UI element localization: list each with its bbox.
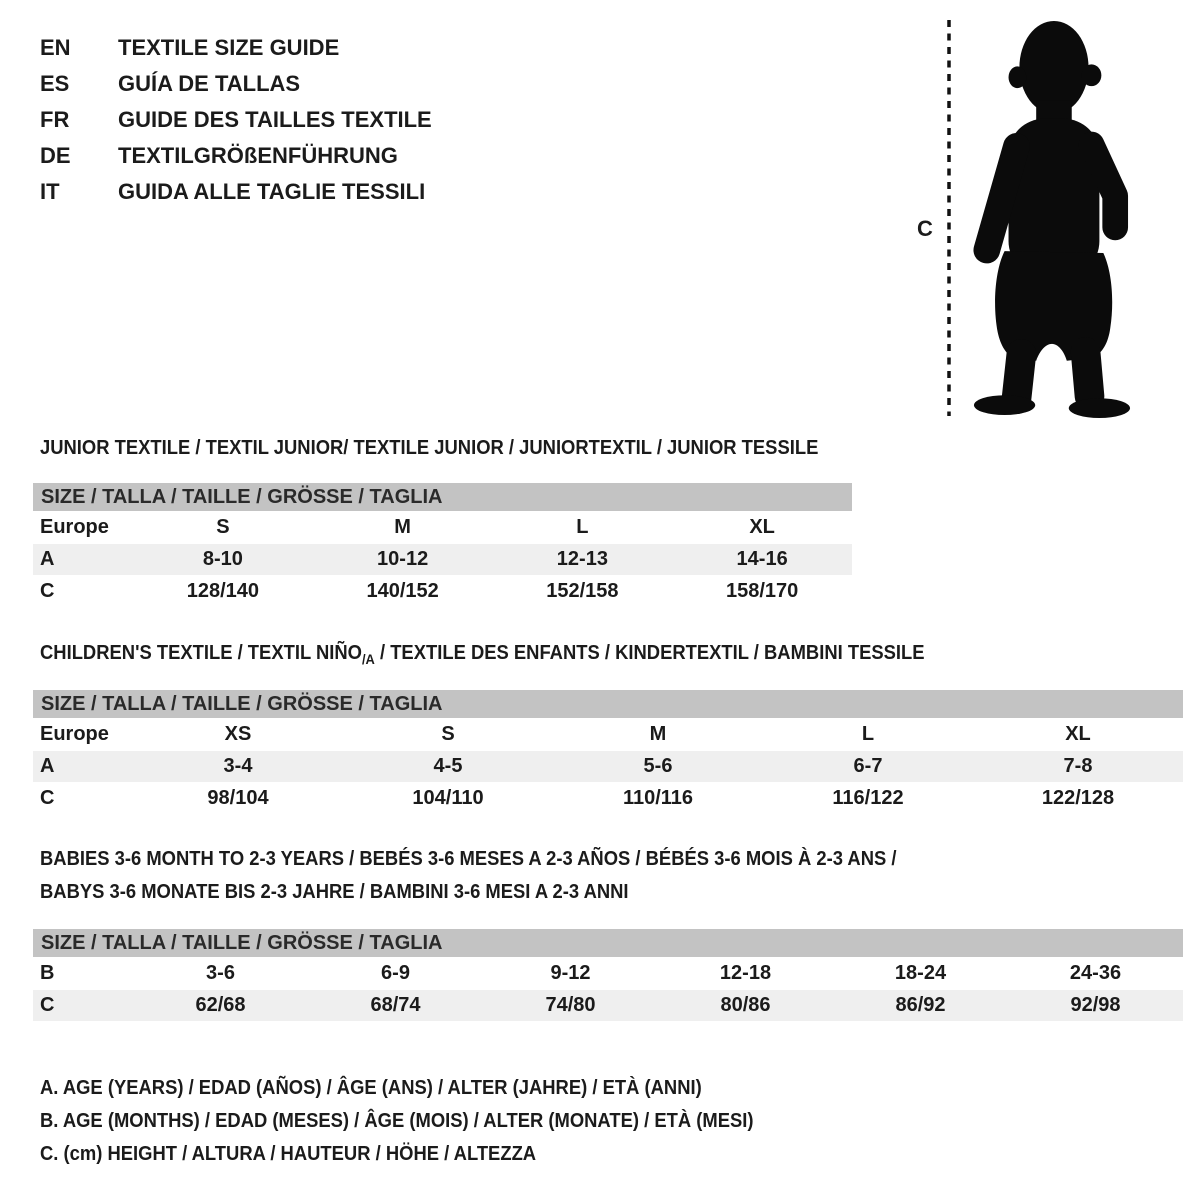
age-months-value: 24-36 [1069, 962, 1122, 984]
size-header-bar: SIZE / TALLA / TAILLE / GRÖSSE / TAGLIA [33, 690, 1183, 718]
height-value: 104/110 [412, 787, 484, 809]
age-value: 14-16 [736, 548, 788, 570]
guide-title: TEXTILE SIZE GUIDE [118, 35, 340, 60]
children-size-table [33, 690, 1183, 814]
height-measure-figure [900, 0, 1200, 430]
age-months-value: 9-12 [550, 962, 591, 984]
measure-legend [40, 1072, 753, 1171]
height-value: 140/152 [366, 580, 439, 602]
row-label: Europe [40, 516, 109, 538]
height-value: 98/104 [207, 787, 269, 809]
legend-age-years: A. AGE (YEARS) / EDAD (AÑOS) / ÂGE (ANS) / ALTER (JAHRE) / ETÀ (ANNI) [40, 1077, 702, 1099]
age-value: 10-12 [377, 548, 429, 570]
language-row [40, 102, 432, 138]
language-code: EN [40, 35, 71, 60]
junior-size-table [33, 483, 852, 607]
guide-title: GUIDA ALLE TAGLIE TESSILI [118, 179, 426, 204]
height-value: 68/74 [370, 994, 421, 1016]
size-value: XL [1065, 723, 1091, 745]
age-months-value: 18-24 [894, 962, 947, 984]
size-header-bar: SIZE / TALLA / TAILLE / GRÖSSE / TAGLIA [33, 929, 1183, 957]
age-value: 5-6 [643, 755, 673, 777]
size-value: S [441, 723, 455, 745]
babies-title-line1: BABIES 3-6 MONTH TO 2-3 YEARS / BEBÉS 3-6 MESES A 2-3 AÑOS / BÉBÉS 3-6 MOIS À 2-3 ANS / [40, 848, 897, 870]
size-header-bar: SIZE / TALLA / TAILLE / GRÖSSE / TAGLIA [33, 483, 852, 511]
language-row [40, 66, 432, 102]
language-row [40, 174, 432, 210]
height-value: 158/170 [725, 580, 799, 602]
language-code: ES [40, 71, 70, 96]
height-value: 74/80 [545, 994, 596, 1016]
table-row-age-years [33, 751, 1183, 782]
guide-title: TEXTILGRÖßENFÜHRUNG [118, 143, 398, 168]
table-row-height-cm [33, 576, 852, 607]
table-row-height-cm [33, 783, 1183, 814]
children-title-prefix: CHILDREN'S TEXTILE / TEXTIL NIÑO [40, 642, 362, 664]
row-label: C [40, 787, 55, 809]
babies-section-title [40, 843, 896, 909]
children-title-subscript: /A [361, 651, 375, 667]
children-title-suffix: / TEXTILE DES ENFANTS / KINDERTEXTIL / BAMBINI TESSILE [374, 642, 925, 664]
height-value: 62/68 [195, 994, 246, 1016]
height-dashed-line-icon [946, 20, 952, 416]
language-code: IT [40, 179, 60, 204]
height-value: 116/122 [832, 787, 904, 809]
age-months-value: 3-6 [206, 962, 235, 984]
toddler-silhouette-icon [966, 18, 1136, 418]
height-value: 86/92 [895, 994, 946, 1016]
height-value: 110/116 [622, 787, 694, 809]
size-value: M [394, 516, 411, 538]
language-code: FR [40, 107, 70, 132]
table-row-europe [33, 512, 852, 543]
row-label: C [40, 994, 55, 1016]
height-value: 128/140 [186, 580, 260, 602]
age-value: 3-4 [223, 755, 253, 777]
age-value: 8-10 [202, 548, 243, 570]
age-value: 12-13 [556, 548, 608, 570]
height-value: 122/128 [1041, 787, 1115, 809]
table-row-europe [33, 719, 1183, 750]
size-value: XS [224, 723, 252, 745]
row-label: Europe [40, 723, 109, 745]
size-value: L [576, 516, 589, 538]
size-value: S [216, 516, 230, 538]
language-title-list [40, 30, 432, 210]
age-value: 4-5 [433, 755, 463, 777]
babies-size-table [33, 929, 1183, 1021]
table-row-age-months [33, 958, 1183, 989]
language-row [40, 138, 432, 174]
age-value: 7-8 [1063, 755, 1093, 777]
size-value: XL [749, 516, 775, 538]
age-months-value: 6-9 [381, 962, 410, 984]
height-value: 92/98 [1070, 994, 1121, 1016]
legend-height-cm: C. (cm) HEIGHT / ALTURA / HAUTEUR / HÖHE / ALTEZZA [40, 1143, 537, 1165]
babies-title-line2: BABYS 3-6 MONATE BIS 2-3 JAHRE / BAMBINI 3-6 MESI A 2-3 ANNI [40, 881, 629, 903]
size-value: M [649, 723, 667, 745]
measure-label-c: C [917, 216, 933, 241]
junior-section-title: JUNIOR TEXTILE / TEXTIL JUNIOR/ TEXTILE JUNIOR / JUNIORTEXTIL / JUNIOR TESSILE [40, 437, 819, 459]
age-value: 6-7 [853, 755, 883, 777]
age-months-value: 12-18 [719, 962, 772, 984]
guide-title: GUÍA DE TALLAS [118, 71, 301, 96]
row-label: A [40, 548, 55, 570]
language-row [40, 30, 432, 66]
language-code: DE [40, 143, 71, 168]
height-value: 80/86 [720, 994, 771, 1016]
row-label: A [40, 755, 55, 777]
size-value: L [861, 723, 875, 745]
height-value: 152/158 [546, 580, 619, 602]
table-row-age-years [33, 544, 852, 575]
row-label: C [40, 580, 55, 602]
guide-title: GUIDE DES TAILLES TEXTILE [118, 107, 432, 132]
children-section-title [40, 642, 925, 667]
row-label: B [40, 962, 55, 984]
table-row-height-cm [33, 990, 1183, 1021]
legend-age-months: B. AGE (MONTHS) / EDAD (MESES) / ÂGE (MOIS) / ALTER (MONATE) / ETÀ (MESI) [40, 1110, 754, 1132]
